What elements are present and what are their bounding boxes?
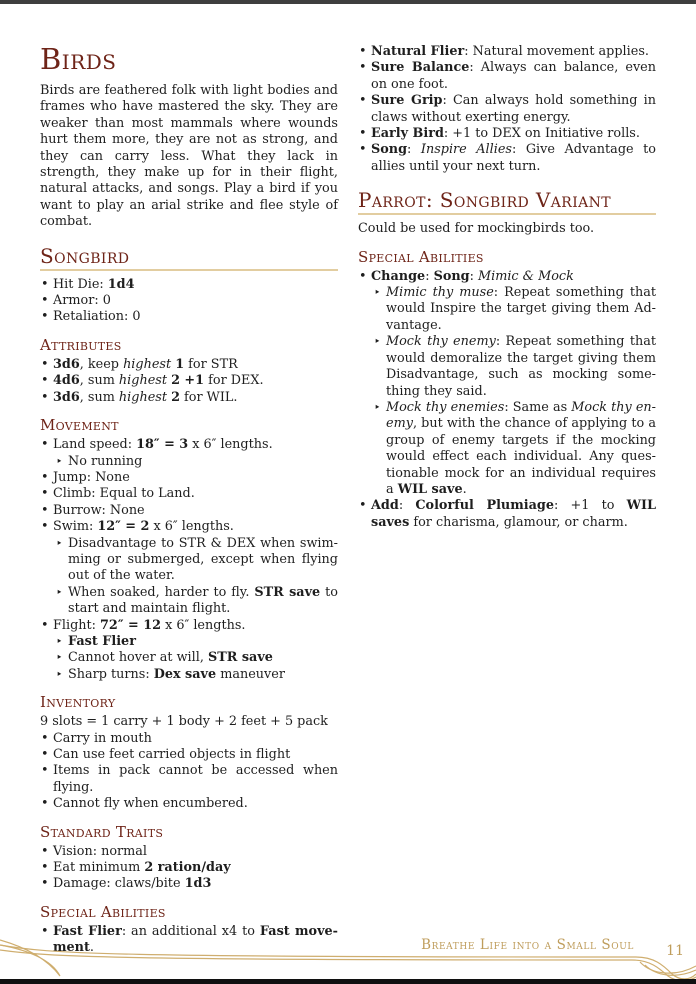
bullet-item	[40, 437, 338, 453]
bullet-marker: •	[41, 747, 49, 762]
subsection-heading: Movement	[40, 416, 119, 435]
bullet-item	[40, 796, 338, 812]
bullet-item	[40, 293, 338, 309]
bullet-list	[40, 357, 338, 406]
sub-bullet-item	[55, 650, 338, 666]
bullet-marker: •	[41, 389, 49, 405]
text-segment: Add	[371, 498, 399, 514]
bullet-text	[53, 503, 145, 518]
text-segment: Fast Flier	[53, 923, 122, 939]
text-segment: .	[462, 481, 467, 497]
bullet-marker: •	[41, 617, 49, 633]
text-segment: : an additional x4 to	[121, 923, 260, 939]
text-segment: for DEX.	[204, 373, 264, 389]
text-segment: 2 +1	[171, 373, 205, 389]
text-segment: Could be used for mockingbirds too.	[358, 221, 595, 237]
bullet-item	[358, 126, 656, 142]
bullet-text	[371, 60, 656, 91]
text-segment: Climb: Equal to Land.	[53, 486, 195, 502]
bullet-list	[40, 844, 338, 893]
bullet-text	[53, 357, 238, 372]
bullet-text	[53, 731, 152, 746]
text-segment: : Same as	[504, 399, 572, 415]
bullet-item	[40, 277, 338, 293]
text-segment: 1	[175, 356, 185, 372]
sub-bullet-marker: ‣	[56, 667, 63, 681]
text-segment: x 6″ lengths.	[149, 519, 234, 535]
text-segment: Sharp turns:	[68, 666, 154, 682]
text-segment: Carry in mouth	[53, 730, 152, 746]
text-segment: 3d6	[53, 356, 80, 372]
sub-bullet-marker: ‣	[56, 585, 63, 599]
page-top-edge	[0, 0, 696, 4]
page-content	[40, 44, 656, 957]
bullet-marker: •	[41, 276, 49, 292]
text-segment: Early Bird	[371, 126, 444, 142]
text-segment: x 6″ lengths.	[188, 437, 273, 453]
bullet-item	[40, 876, 338, 892]
subsection-heading: Inventory	[40, 693, 116, 712]
text-segment: Eat minimum	[53, 860, 145, 876]
sub-bullet-item	[55, 536, 338, 585]
text-segment: WIL saves	[371, 498, 656, 530]
text-segment: for STR	[184, 356, 238, 372]
bullet-marker: •	[359, 498, 367, 514]
bullet-marker: •	[41, 502, 49, 518]
bullet-item	[358, 269, 656, 285]
page-title: Birds	[40, 42, 117, 76]
bullet-text	[68, 585, 338, 616]
left-column	[40, 44, 338, 957]
text-segment: 2 ration/day	[144, 860, 231, 876]
bullet-item	[40, 357, 338, 373]
page-number: 11	[666, 943, 684, 959]
bullet-list	[358, 269, 656, 532]
bullet-text	[386, 400, 656, 497]
sub-bullet-marker: ‣	[374, 286, 381, 300]
sub-bullet-marker: ‣	[374, 400, 381, 414]
text-segment: for charisma, glamour, or charm.	[409, 514, 628, 530]
bullet-text	[371, 44, 649, 59]
bullet-marker: •	[359, 44, 367, 59]
text-segment: When soaked, harder to fly.	[68, 584, 255, 600]
bullet-marker: •	[41, 843, 49, 859]
bullet-item	[40, 763, 338, 796]
paragraph	[40, 83, 338, 231]
bullet-text	[53, 796, 248, 811]
bullet-text	[53, 860, 231, 875]
bullet-text	[53, 293, 111, 308]
text-segment: Change	[371, 268, 426, 284]
bullet-text	[53, 763, 338, 794]
text-segment: .	[89, 940, 94, 956]
sub-bullet-item	[55, 634, 338, 650]
text-segment: :	[469, 268, 478, 284]
bullet-marker: •	[41, 437, 49, 453]
text-segment: , keep	[79, 356, 124, 372]
text-segment: Dex save	[153, 666, 217, 682]
text-segment: maneuver	[216, 666, 285, 682]
section-heading: Parrot: Songbird Variant	[358, 189, 656, 215]
text-segment: Damage: claws/bite	[53, 876, 185, 892]
bullet-item	[40, 519, 338, 535]
bullet-text	[386, 334, 656, 398]
text-segment: 12″ = 2	[97, 519, 150, 535]
text-segment: :	[425, 268, 434, 284]
text-segment: Mimic thy muse	[386, 285, 494, 301]
text-segment: : Repeat something that would Inspire the target giving them Advantage.	[386, 285, 656, 333]
text-segment: Burrow: None	[53, 502, 145, 518]
text-segment: Mock thy enemies	[386, 399, 505, 415]
page-footer	[0, 924, 696, 984]
text-segment: for WIL.	[179, 389, 238, 405]
bullet-marker: •	[359, 93, 367, 109]
sub-bullet-item	[55, 667, 338, 683]
text-segment: Vision: normal	[53, 843, 148, 859]
text-segment: :	[398, 498, 416, 514]
text-segment: :	[407, 142, 421, 158]
bullet-item	[358, 60, 656, 93]
text-segment: , but with the chance of applying to a group of enemy targets if the mocking would effect each individual. Any questionable mock for an individual requires a	[386, 416, 656, 497]
text-segment: Swim:	[53, 519, 98, 535]
bullet-item	[40, 373, 338, 389]
text-segment: x 6″ lengths.	[161, 617, 246, 633]
text-segment: , sum	[79, 389, 119, 405]
bullet-text	[53, 437, 273, 452]
bullet-marker: •	[359, 142, 367, 158]
bullet-text	[53, 747, 290, 762]
text-segment: Items in pack cannot be accessed when flying.	[53, 763, 338, 795]
bullet-marker: •	[41, 763, 49, 779]
bullet-text	[53, 373, 264, 388]
text-segment: STR save	[254, 584, 321, 600]
bullet-list	[40, 437, 338, 683]
sub-bullet-item	[55, 585, 338, 618]
bullet-marker: •	[41, 293, 49, 309]
text-segment: Cannot hover at will,	[68, 650, 208, 666]
bullet-text	[53, 844, 147, 859]
sub-bullet-marker: ‣	[56, 536, 63, 550]
bullet-item	[40, 503, 338, 519]
text-segment: highest	[123, 356, 172, 372]
bullet-marker: •	[41, 730, 49, 746]
bullet-marker: •	[41, 519, 49, 535]
bullet-text	[53, 618, 245, 633]
bullet-marker: •	[41, 469, 49, 485]
text-segment: : +1 to DEX on Initiative rolls.	[443, 126, 640, 142]
bullet-item	[358, 498, 656, 531]
text-segment: Disadvantage to STR & DEX when swimming or submerged, except when flying out of the water.	[68, 535, 338, 584]
bullet-marker: •	[359, 60, 367, 76]
bullet-marker: •	[41, 356, 49, 372]
text-segment: Can use feet carried objects in flight	[53, 747, 291, 762]
text-segment: Mock thy enemy	[386, 334, 496, 350]
bullet-marker: •	[41, 876, 49, 892]
section-heading: Songbird	[40, 245, 338, 271]
bullet-item	[358, 44, 656, 60]
bullet-text	[386, 285, 656, 333]
sub-bullet-item	[55, 454, 338, 470]
text-segment: STR save	[207, 650, 273, 666]
footer-tagline: Breathe Life into a Small Soul	[421, 937, 634, 953]
sub-bullet-item	[373, 400, 656, 498]
footer-flourish-rule	[0, 924, 696, 984]
bullet-item	[40, 618, 338, 634]
bullet-text	[53, 390, 237, 405]
bullet-text	[68, 667, 285, 682]
page-bottom-edge	[0, 979, 696, 984]
text-segment: : Can always hold something in claws without exerting energy.	[371, 93, 656, 125]
bullet-marker: •	[41, 860, 49, 876]
bullet-item	[40, 486, 338, 502]
bullet-text	[371, 142, 656, 173]
text-segment: Flight:	[53, 617, 101, 633]
text-segment: Mimic & Mock	[478, 268, 574, 284]
bullet-marker: •	[41, 923, 49, 939]
text-segment: 3d6	[53, 389, 80, 405]
bullet-item	[40, 844, 338, 860]
text-segment: Hit Die:	[53, 276, 108, 292]
text-segment: 1d4	[107, 276, 135, 292]
bullet-list	[40, 277, 338, 326]
bullet-text	[68, 634, 136, 649]
bullet-text	[68, 650, 273, 665]
text-segment: Fast Flier	[68, 633, 136, 649]
text-segment: Sure Grip	[371, 93, 443, 109]
bullet-item	[40, 390, 338, 406]
bullet-marker: •	[41, 486, 49, 502]
bullet-item	[358, 142, 656, 175]
bullet-item	[40, 309, 338, 325]
subsection-heading: Special Abilities	[358, 247, 484, 266]
bullet-item	[40, 731, 338, 747]
bullet-text	[53, 309, 141, 324]
bullet-text	[371, 126, 640, 141]
text-segment: to start and maintain flight.	[68, 584, 338, 617]
text-segment: 2	[171, 389, 180, 405]
text-segment: Song	[433, 268, 470, 284]
subsection-heading: Attributes	[40, 335, 122, 354]
text-segment: 9 slots = 1 carry + 1 body + 2 feet + 5 pack	[40, 714, 328, 730]
paragraph	[40, 714, 338, 730]
text-segment: 18″ = 3	[136, 437, 189, 453]
bullet-list	[358, 44, 656, 175]
bullet-text	[371, 498, 656, 529]
subsection-heading: Standard Traits	[40, 822, 164, 841]
text-segment: Song	[371, 142, 408, 158]
bullet-item	[40, 470, 338, 486]
bullet-item	[358, 93, 656, 126]
text-segment: Inspire Allies	[420, 142, 512, 158]
text-segment: 72″ = 12	[100, 617, 161, 633]
text-segment: Cannot fly when encumbered.	[53, 796, 248, 812]
text-segment: highest	[118, 389, 167, 405]
bullet-item	[40, 747, 338, 763]
bullet-text	[53, 486, 195, 501]
text-segment: : Natural movement applies.	[464, 44, 649, 59]
bullet-list	[40, 731, 338, 813]
bullet-text	[68, 536, 338, 584]
bullet-marker: •	[359, 126, 367, 142]
bullet-marker: •	[41, 309, 49, 325]
text-segment: WIL save	[397, 481, 463, 497]
bullet-marker: •	[41, 796, 49, 812]
text-segment: Mock thy enemy	[386, 399, 656, 432]
sub-bullet-marker: ‣	[56, 651, 63, 665]
text-segment: highest	[118, 373, 167, 389]
text-segment: Natural Flier	[371, 44, 465, 59]
bullet-text	[53, 277, 135, 292]
text-segment: No running	[68, 453, 143, 469]
bullet-text	[53, 876, 211, 891]
text-segment: Land speed:	[53, 437, 137, 453]
right-column	[358, 44, 656, 957]
text-segment: , sum	[79, 373, 119, 389]
bullet-text	[371, 93, 656, 124]
paragraph	[358, 221, 656, 237]
text-segment: Jump: None	[53, 469, 130, 485]
bullet-marker: •	[359, 268, 367, 284]
sub-bullet-marker: ‣	[374, 335, 381, 349]
text-segment: 1d3	[184, 876, 212, 892]
sub-bullet-marker: ‣	[56, 454, 63, 468]
subsection-heading: Special Abilities	[40, 902, 166, 921]
text-segment: Retaliation: 0	[53, 309, 141, 325]
bullet-text	[371, 269, 574, 284]
text-segment: Fast movement	[53, 923, 338, 956]
text-segment: Colorful Plumiage	[415, 498, 555, 514]
bullet-text	[53, 470, 130, 485]
text-segment: Armor: 0	[53, 293, 111, 309]
bullet-marker: •	[41, 373, 49, 389]
text-segment: Birds are feathered folk with light bodies and frames who have mastered the sky. They are weaker than most mammals where wounds hurt them more, they are not as strong, and they can carry less. What they lack in strength, they make up for in their flight, natural attacks, and songs. Play a bird if you want to play an arial strike and flee style of combat.	[40, 83, 338, 230]
sub-bullet-marker: ‣	[56, 634, 63, 648]
text-segment: : Always can balance, even on one foot.	[371, 60, 657, 92]
text-segment: Sure Balance	[371, 60, 470, 76]
bullet-text	[53, 519, 234, 534]
text-segment: : Give Advantage to allies until your next turn.	[371, 142, 656, 174]
text-segment: : Repeat something that would demoralize the target giving them Disadvantage, such as mocking something they said.	[386, 334, 656, 399]
text-segment: 4d6	[53, 373, 80, 389]
bullet-item	[40, 860, 338, 876]
text-segment: : +1 to	[554, 498, 627, 514]
sub-bullet-item	[373, 334, 656, 400]
sub-bullet-item	[373, 285, 656, 334]
bullet-text	[68, 454, 142, 469]
